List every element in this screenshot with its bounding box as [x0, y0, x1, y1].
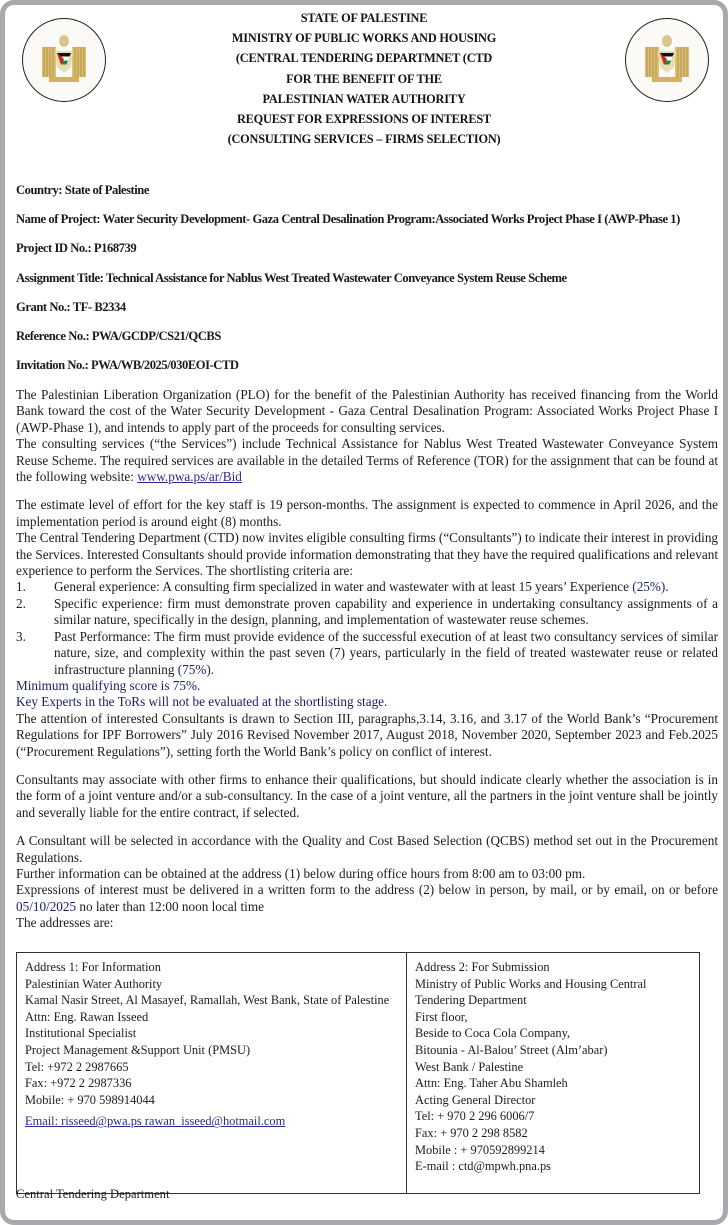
address2-title: Address 2: For Submission	[415, 960, 550, 974]
criteria-number: 2.	[16, 595, 26, 611]
meta-country: Country: State of Palestine	[16, 183, 150, 197]
address1-tel: Tel: +972 2 2987665	[25, 1059, 129, 1074]
header-authority: PALESTINIAN WATER AUTHORITY	[262, 91, 466, 106]
criteria-item	[16, 629, 718, 678]
notice-header	[120, 8, 608, 149]
eagle-emblem-icon	[642, 33, 692, 87]
addresses-intro: The addresses are:	[16, 915, 114, 931]
address2-region: West Bank / Palestine	[415, 1059, 524, 1074]
criteria-number: 3.	[16, 628, 26, 644]
criteria-text: General experience: A consulting firm specialized in water and wastewater with at least 15 years’ Experience	[54, 579, 633, 595]
address1-unit: Project Management &Support Unit (PMSU)	[25, 1042, 251, 1057]
address1-mobile: Mobile: + 970 598914044	[25, 1092, 155, 1107]
header-state: STATE OF PALESTINE	[300, 11, 428, 25]
address2-street: Bitounia - Al-Balou’ Street (Alm’abar)	[415, 1042, 608, 1057]
palestine-emblem-icon	[625, 18, 709, 102]
addresses-table	[16, 952, 700, 1194]
signature-department: Central Tendering Department	[16, 1187, 170, 1201]
address1-email-link[interactable]: Email: risseed@pwa.ps rawan_isseed@hotmail.com	[25, 1114, 286, 1129]
header-subtitle: (CONSULTING SERVICES – FIRMS SELECTION)	[227, 132, 501, 147]
address1-fax: Fax: +972 2 2987336	[25, 1076, 132, 1091]
address1-attn: Attn: Eng. Rawan Isseed	[25, 1009, 149, 1024]
address2-landmark: Beside to Coca Cola Company,	[415, 1026, 571, 1041]
notice-body	[16, 387, 718, 932]
criteria-number: 1.	[16, 579, 26, 595]
paragraph-services-text: The consulting services (“the Services”) include Technical Assistance for Nablus West Treated Wastewater Conveyance System Reuse Scheme. The required services are available in the detailed Terms of Reference (TOR) for the assignment that can be found at the following website:	[16, 436, 718, 485]
address2-fax: Fax: + 970 2 298 8582	[415, 1125, 528, 1140]
submission-text: Expressions of interest must be delivered in a written form to the address (2) below in person, by mail, or by email, on or before	[16, 882, 718, 898]
paragraph-conflict-of-interest: The attention of interested Consultants is drawn to Section III, paragraphs,3.14, 3.16, and 3.17 of the World Bank’s “Procurement Regulations for IPF Borrowers” July 2016 Revised November 2017, August 2018, November 2020, September 2023 and Feb.2025 (“Procurement Regulations”), setting forth the World Bank’s policy on conflict of interest.	[16, 710, 718, 759]
paragraph-association: Consultants may associate with other firms to enhance their qualifications, but should indicate clearly whether the association is in the form of a joint venture and/or a sub-consultancy. In the case of a joint venture, all the partners in the joint venture shall be jointly and severally liable for the entire contract, if selected.	[16, 771, 718, 820]
address2-attn: Attn: Eng. Taher Abu Shamleh	[415, 1076, 568, 1091]
criteria-item	[16, 596, 718, 629]
paragraph-financing: The Palestinian Liberation Organization (PLO) for the benefit of the Palestinian Authority has received financing from the World Bank toward the cost of the Water Security Development - Gaza Central Desalination Program: Associated Works Project Phase I (AWP-Phase 1), and intends to apply part of the proceeds for consulting services.	[16, 387, 718, 435]
address1-street: Kamal Nasir Street, Al Masayef, Ramallah, West Bank, State of Palestine	[25, 993, 390, 1008]
criteria-text: Past Performance: The firm must provide evidence of the successful execution of at least two consultancy services of similar nature, size, and complexity within the past seven (7) years, particularly in the field of treated wastewater reuse or related infrastructure planning	[54, 628, 718, 677]
criteria-item	[16, 579, 718, 595]
meta-assignment-title: Assignment Title: Technical Assistance for Nablus West Treated Wastewater Conveyance System Reuse Scheme	[16, 270, 567, 285]
address2-tel: Tel: + 970 2 296 6006/7	[415, 1109, 535, 1124]
address1-org: Palestinian Water Authority	[25, 976, 163, 991]
address-submission-cell	[407, 953, 700, 1194]
criteria-weight: (25%).	[632, 579, 669, 595]
address2-org: Ministry of Public Works and Housing Central Tendering Department	[415, 976, 647, 1008]
address2-mobile: Mobile : + 970592899214	[415, 1142, 545, 1157]
paragraph-further-info: Further information can be obtained at the address (1) below during office hours from 8:00 am to 03:00 pm.	[16, 865, 586, 881]
paragraph-invitation: The Central Tendering Department (CTD) now invites eligible consulting firms (“Consultants”) to indicate their interest in providing the Services. Interested Consultants should provide information demonstrating that they have the required qualifications and relevant experience to perform the Services. The shortlisting criteria are:	[16, 530, 719, 579]
meta-project-name: Name of Project: Water Security Development- Gaza Central Desalination Program:Associated Works Project Phase I (AWP-Phase 1)	[16, 212, 680, 227]
header-ministry: MINISTRY OF PUBLIC WORKS AND HOUSING	[231, 31, 497, 46]
header-benefit: FOR THE BENEFIT OF THE	[286, 71, 442, 86]
address2-email: E-mail : ctd@mpwh.pna.ps	[415, 1159, 551, 1174]
meta-project-id: Project ID No.: P168739	[16, 241, 137, 256]
tor-website-link[interactable]: www.pwa.ps/ar/Bid	[137, 469, 242, 485]
paragraph-services	[16, 436, 718, 485]
paragraph-effort: The estimate level of effort for the key staff is 19 person-months. The assignment is expected to commence in April 2026, and the implementation period is around eight (8) months.	[16, 497, 718, 529]
meta-grant-no: Grant No.: TF- B2334	[16, 299, 126, 314]
header-request-title: REQUEST FOR EXPRESSIONS OF INTEREST	[236, 112, 492, 127]
palestine-emblem-icon	[22, 18, 106, 102]
criteria-weight: (75%).	[177, 661, 215, 677]
key-experts-note: Key Experts in the ToRs will not be evaluated at the shortlisting stage.	[16, 694, 388, 710]
address2-role: Acting General Director	[415, 1092, 536, 1107]
deadline-date: 05/10/2025	[16, 898, 77, 914]
paragraph-submission	[16, 882, 718, 915]
address2-floor: First floor,	[415, 1009, 468, 1024]
meta-reference-no: Reference No.: PWA/GCDP/CS21/QCBS	[16, 328, 221, 343]
address-information-cell	[17, 953, 407, 1194]
submission-deadline-tail: no later than 12:00 noon local time	[76, 898, 264, 914]
paragraph-selection-method: A Consultant will be selected in accordance with the Quality and Cost Based Selection (QCBS) method set out in the Procurement Regulations.	[16, 833, 718, 865]
header-department: (CENTRAL TENDERING DEPARTMNET (CTD	[235, 51, 493, 66]
eagle-emblem-icon	[39, 33, 89, 87]
minimum-score-note: Minimum qualifying score is 75%.	[16, 677, 201, 693]
address1-title: Address 1: For Information	[25, 960, 161, 974]
address1-role: Institutional Specialist	[25, 1026, 137, 1041]
meta-invitation-no: Invitation No.: PWA/WB/2025/030EOI-CTD	[16, 358, 239, 373]
project-metadata	[16, 182, 716, 386]
criteria-text: Specific experience: firm must demonstrate proven capability and experience in undertaking consultancy assignments of a similar nature, specifically in the design, planning, and implementation of wastewater reuse schemes.	[54, 595, 718, 628]
